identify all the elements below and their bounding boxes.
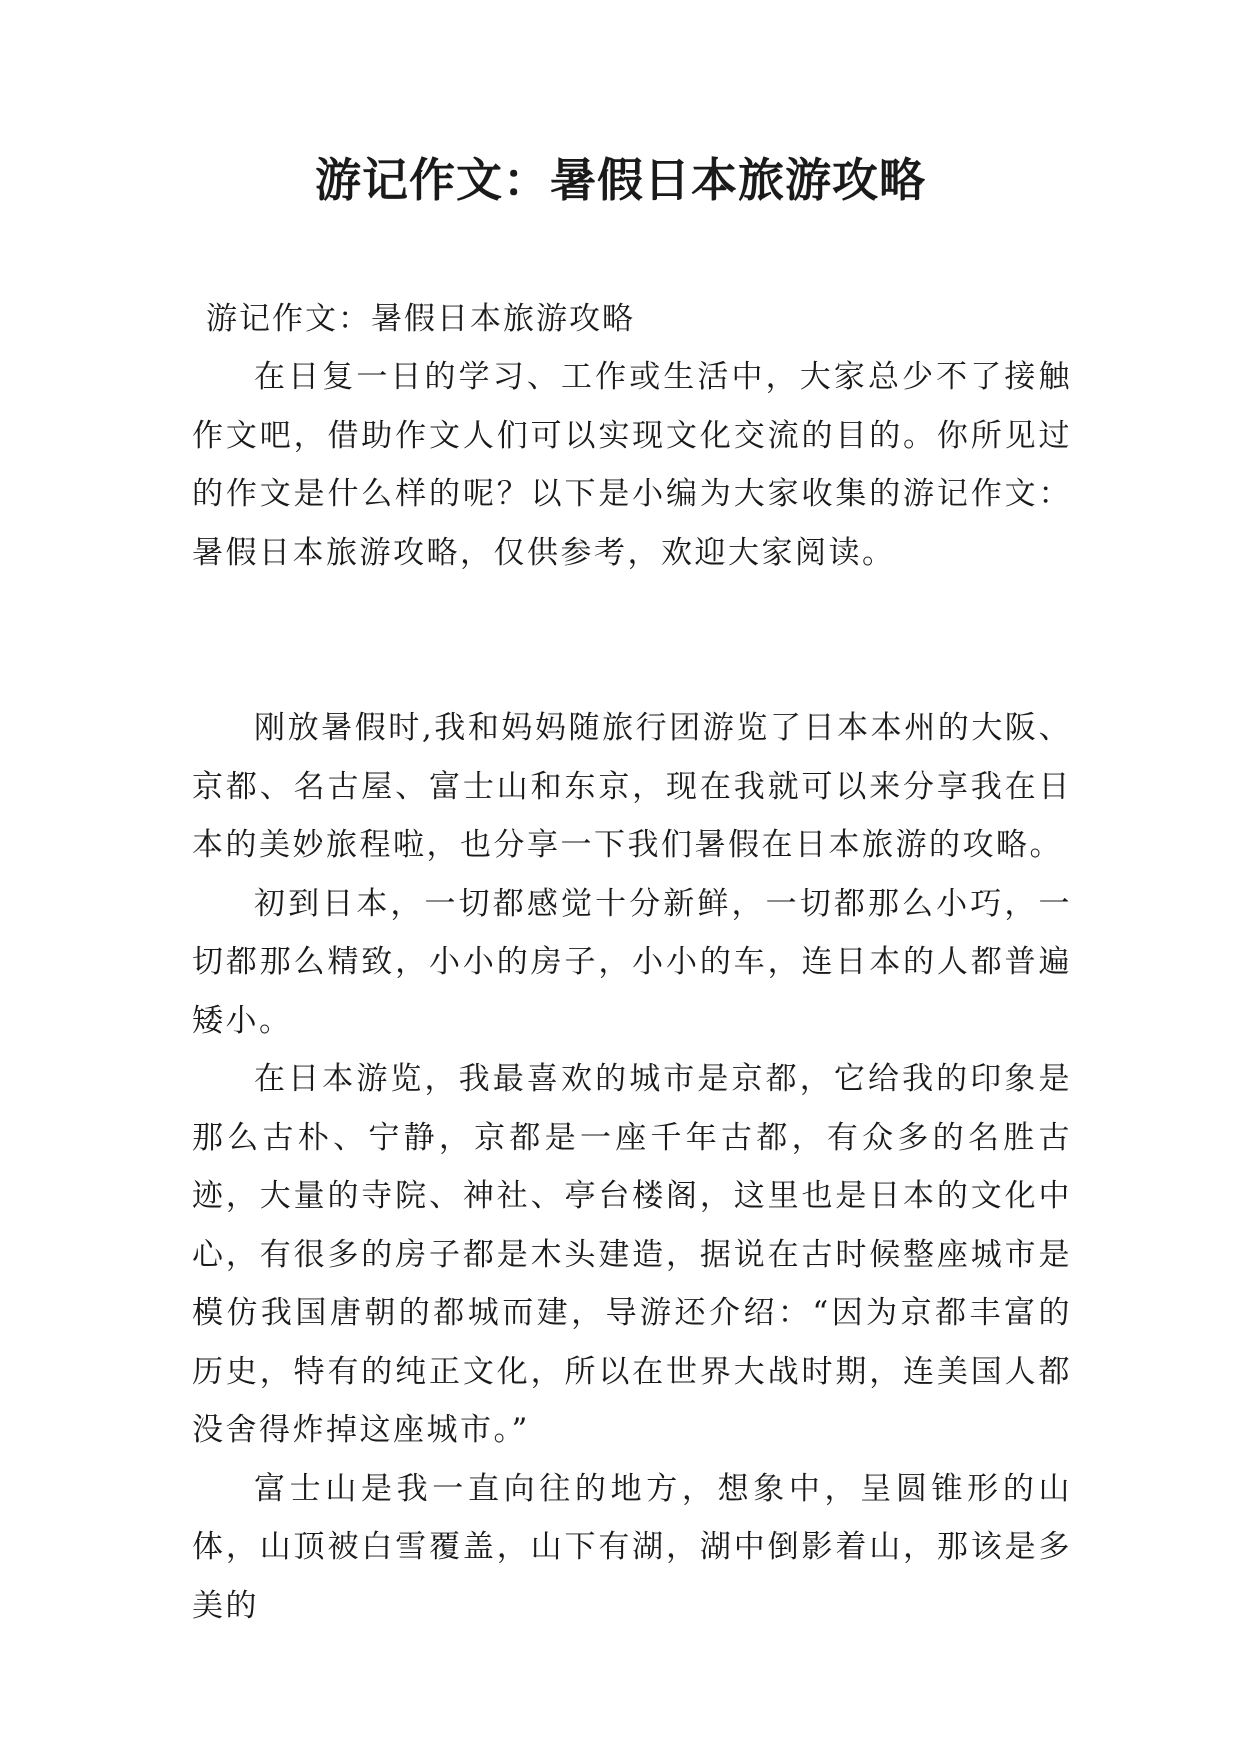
body-paragraph: 初到日本，一切都感觉十分新鲜，一切都那么小巧，一切都那么精致，小小的房子，小小的车，连日本的人都普遍矮小。 [192, 885, 1072, 1039]
document-body [192, 290, 1072, 1635]
paragraph-gap [192, 582, 1072, 699]
document-title: 游记作文：暑假日本旅游攻略 [315, 153, 926, 207]
body-paragraph: 刚放暑假时,我和妈妈随旅行团游览了日本本州的大阪、京都、名古屋、富士山和东京，现在我就可以来分享我在日本的美妙旅程啦，也分享一下我们暑假在日本旅游的攻略。 [192, 710, 1072, 863]
document-subtitle: 游记作文：暑假日本旅游攻略 [206, 301, 635, 337]
body-paragraph: 富士山是我一直向往的地方，想象中，呈圆锥形的山体，山顶被白雪覆盖，山下有湖，湖中倒影着山，那该是多美的 [192, 1470, 1072, 1624]
body-paragraph: 在日本游览，我最喜欢的城市是京都，它给我的印象是那么古朴、宁静，京都是一座千年古都，有众多的名胜古迹，大量的寺院、神社、亭台楼阁，这里也是日本的文化中心，有很多的房子都是木头建造，据说在古时候整座城市是模仿我国唐朝的都城而建，导游还介绍：“因为京都丰富的历史，特有的纯正文化，所以在世界大战时期，连美国人都没舍得炸掉这座城市。” [192, 1061, 1072, 1448]
intro-paragraph: 在日复一日的学习、工作或生活中，大家总少不了接触作文吧，借助作文人们可以实现文化交流的目的。你所见过的作文是什么样的呢？以下是小编为大家收集的游记作文：暑假日本旅游攻略，仅供参考，欢迎大家阅读。 [192, 359, 1072, 571]
